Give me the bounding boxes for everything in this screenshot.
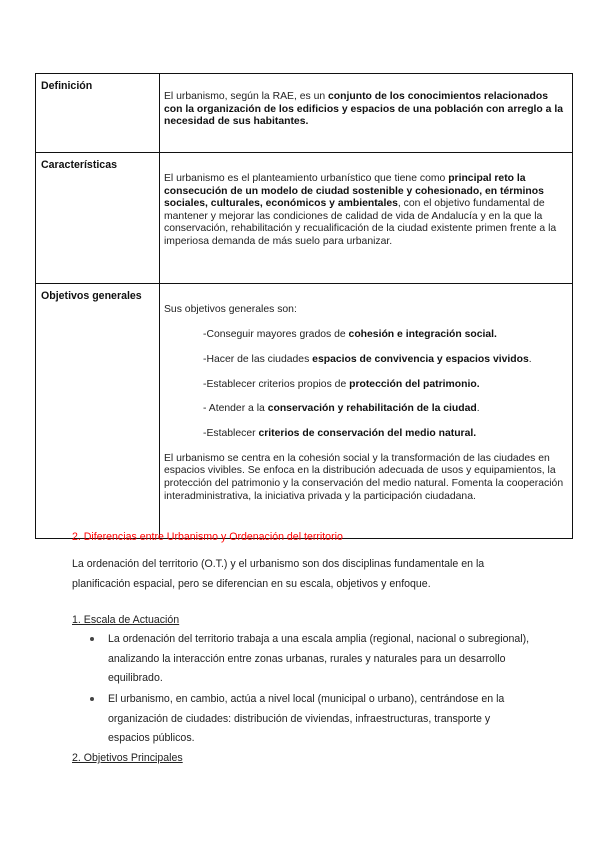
objectives-list <box>164 329 568 441</box>
characteristics-tail-text: , con el objetivo fundamental de mantener y mejorar las condiciones de calidad de vida de Andalucía y en la que la conservación, rehabilitación y recualificación de la ciudad existente primen frente a la imperiosa demanda de más suelo para urbanizar. <box>164 198 557 247</box>
objective-tail: . <box>476 403 480 415</box>
table-row-objetivos <box>36 284 573 539</box>
characteristics-text <box>164 173 568 249</box>
objective-bold: cohesión e integración social. <box>348 329 497 341</box>
row-content <box>160 74 573 153</box>
definition-plain-text: El urbanismo, según la RAE, es un <box>164 91 329 102</box>
row-content <box>160 153 573 284</box>
subsection-heading-escala: 1. Escala de Actuación <box>72 614 180 626</box>
bullet-text: La ordenación del territorio trabaja a una escala amplia (regional, nacional o subregional), analizando la interacción entre zonas urbanas, rurales y naturales para un desarrollo equilibrado. <box>108 633 530 684</box>
table-row-definicion <box>36 74 573 153</box>
bullet-dot-icon <box>90 697 94 701</box>
characteristics-bold-text: principal reto la consecución de un modelo de ciudad sostenible y cohesionado, en términos sociales, culturales, económicos y ambientales <box>164 173 544 210</box>
objective-tail: . <box>528 353 532 365</box>
objective-plain: - Atender a la <box>203 403 268 415</box>
row-label: Características <box>36 153 160 284</box>
objective-item <box>164 329 568 342</box>
objective-plain: -Establecer <box>203 428 259 440</box>
subsection-heading-objetivos: 2. Objetivos Principales <box>72 752 183 764</box>
objective-bold: criterios de conservación del medio natural. <box>258 428 477 440</box>
objective-item <box>164 428 568 441</box>
objective-item <box>164 379 568 392</box>
bullet-list <box>72 630 532 689</box>
objective-plain: -Hacer de las ciudades <box>203 353 313 365</box>
objective-bold: protección del patrimonio. <box>349 378 480 390</box>
bullet-text: El urbanismo, en cambio, actúa a nivel local (municipal o urbano), centrándose en la organización de ciudades: distribución de viviendas, infraestructuras, transporte y espacios públicos. <box>108 693 505 744</box>
section-heading: 2. Diferencias entre Urbanismo y Ordenación del territorio <box>72 531 343 543</box>
objective-item <box>164 403 568 416</box>
bullet-dot-icon <box>90 637 94 641</box>
objective-bold: espacios de convivencia y espacios vividos <box>312 353 529 365</box>
bullet-list <box>72 690 532 749</box>
characteristics-plain-text: El urbanismo es el planteamiento urbanístico que tiene como <box>164 173 449 184</box>
objective-bold: conservación y rehabilitación de la ciudad <box>267 403 477 415</box>
objective-plain: -Conseguir mayores grados de <box>203 329 349 341</box>
bullet-item <box>72 690 532 749</box>
bullet-item <box>72 630 532 689</box>
objective-plain: -Establecer criterios propios de <box>203 378 350 390</box>
row-label: Definición <box>36 74 160 153</box>
row-label: Objetivos generales <box>36 284 160 539</box>
objective-item <box>164 354 568 367</box>
definition-text <box>164 91 568 129</box>
urbanism-info-table <box>35 73 573 539</box>
row-content <box>160 284 573 539</box>
objectives-summary: El urbanismo se centra en la cohesión social y la transformación de las ciudades en espacios vivibles. Se enfoca en la distribución adecuada de usos y equipamientos, la protección del patrimonio y la conservación del medio natural. Fomenta la cooperación interadministrativa, la iniciativa privada y la participación ciudadana. <box>164 452 564 502</box>
objectives-intro: Sus objetivos generales son: <box>164 304 297 315</box>
table-row-caracteristicas <box>36 153 573 284</box>
section-intro-paragraph: La ordenación del territorio (O.T.) y el urbanismo son dos disciplinas fundamentale en la planificación espacial, pero se diferencian en su escala, objetivos y enfoque. <box>72 558 485 590</box>
definition-bold-text: conjunto de los conocimientos relacionados con la organización de los edificios y espacios de una población con arreglo a la necesidad de sus habitantes. <box>164 91 563 128</box>
